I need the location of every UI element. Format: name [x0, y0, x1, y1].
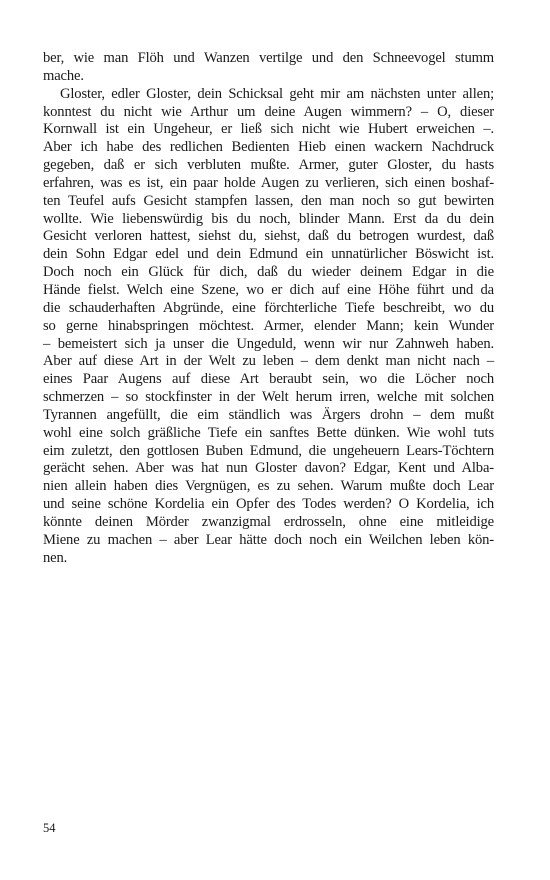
page-number: 54: [43, 821, 56, 835]
text-line: so gerne hinabspringen möchtest. Armer, elender Mann; kein Wunder: [43, 317, 494, 334]
text-line: Aber ich habe des redlichen Bedienten Hieb einen wackern Nachdruck: [43, 139, 494, 156]
body-text: [43, 50, 494, 567]
text-line: Gesicht verloren hattest, siehst du, siehst, daß du betrogen wurdest, daß: [43, 228, 494, 245]
text-line: schmerzen – so stockfinster in der Welt herum irren, welche mit solchen: [43, 389, 494, 406]
text-line: Gloster, edler Gloster, dein Schicksal geht mir am nächsten unter allen;: [60, 85, 494, 102]
text-line: nen.: [43, 549, 68, 566]
text-line: eines Paar Augens auf diese Art beraubt sein, wo die Löcher noch: [43, 371, 494, 388]
text-line: mache.: [43, 67, 84, 84]
text-line: nien allein haben dies Vergnügen, es zu sehen. Warum mußte doch Lear: [43, 478, 494, 495]
text-line: gerächt sehen. Aber was hat nun Gloster davon? Edgar, Kent und Alba-: [43, 460, 494, 477]
text-line: eim zuletzt, den gottlosen Buben Edmund, die ungeheuern Lears-Töchtern: [43, 442, 494, 459]
text-line: konntest du nicht wie Arthur um deine Augen wimmern? – O, dieser: [43, 103, 494, 120]
text-line: dein Sohn Edgar edel und dein Edmund ein unnatürlicher Böswicht ist.: [43, 246, 494, 263]
text-line: wollte. Wie liebenswürdig bis du noch, blinder Mann. Erst da du dein: [43, 210, 494, 227]
text-line: wohl eine solch gräßliche Tiefe ein sanftes Bette dünken. Wie wohl tuts: [43, 424, 494, 441]
text-line: Kornwall ist ein Ungeheur, er ließ sich nicht wie Hubert erweichen –.: [43, 121, 494, 138]
text-line: Hände fielst. Welch eine Szene, wo er dich auf eine Höhe führt und da: [43, 281, 494, 298]
text-line: – bemeistert sich ja unser die Ungeduld, wenn wir nur Zahnweh haben.: [43, 335, 494, 352]
text-line: Doch noch ein Glück für dich, daß du wieder deinem Edgar in die: [43, 264, 494, 281]
text-line: Aber auf diese Art in der Welt zu leben – dem denkt man nicht nach –: [43, 353, 494, 370]
text-line: gegeben, daß er sich verbluten mußte. Armer, guter Gloster, du hasts: [43, 157, 494, 174]
text-line: die schauderhaften Abgründe, eine förchterliche Tiefe beschreibt, wo du: [43, 299, 494, 316]
text-line: erfahren, was es ist, ein paar holde Augen zu verlieren, sich einen boshaf-: [43, 174, 494, 191]
text-line: Tyrannen angefüllt, die eim ständlich was Ärgers drohn – dem mußt: [43, 406, 494, 423]
text-line: ten Teufel aufs Gesicht stampfen lassen, den man noch so gut bewirten: [43, 192, 494, 209]
text-line: Miene zu machen – aber Lear hätte doch noch ein Weilchen leben kön-: [43, 531, 494, 548]
text-line: könnte deinen Mörder zwanzigmal erdrosseln, ohne eine mitleidige: [43, 513, 494, 530]
text-line: ber, wie man Flöh und Wanzen vertilge und den Schneevogel stumm: [43, 50, 494, 66]
text-line: und seine schöne Kordelia ein Opfer des Todes werden? O Kordelia, ich: [43, 496, 494, 513]
